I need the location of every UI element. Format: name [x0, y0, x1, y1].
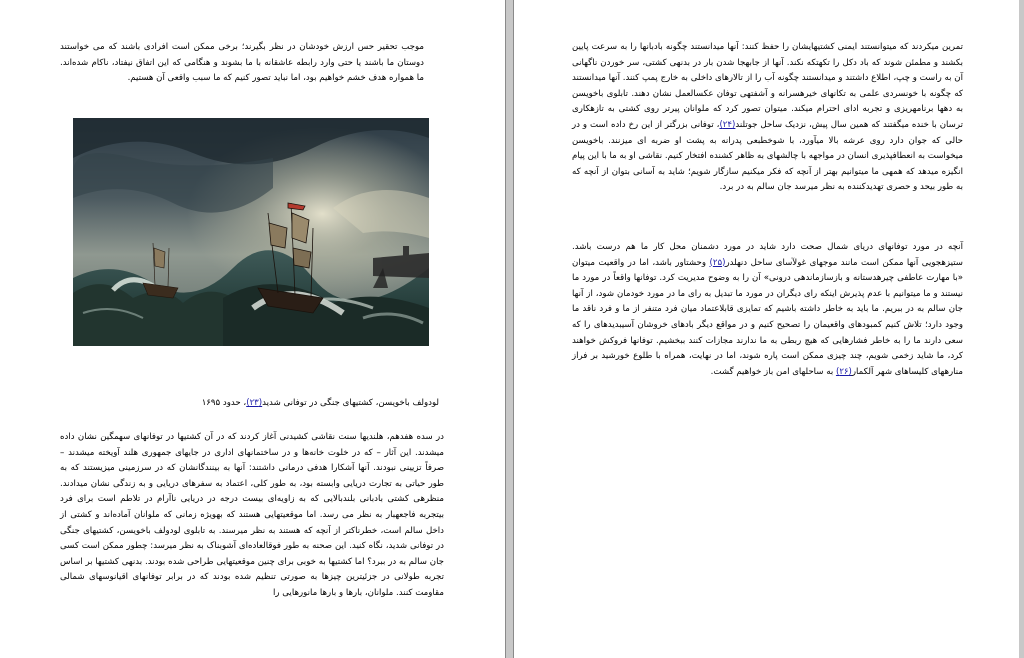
right-page [513, 0, 1019, 658]
right-paragraph-2-text-c: به ساحلهای امن باز خواهیم گشت. [710, 366, 836, 377]
right-paragraph-2 [572, 240, 963, 380]
footnote-ref-24[interactable]: (۲۴) [719, 119, 736, 130]
footnote-ref-26[interactable]: (۲۶) [835, 366, 852, 377]
left-page [0, 0, 506, 658]
left-top-paragraph: موجب تحقیر حس ارزش خودشان در نظر بگیرند؛ برخی ممکن است افرادی باشند که می خواستند دوستان ما باشند یا حتی وارد رابطه عاشقانه با ما بشوند و هنگامی که این اتفاق نیفتاد، ناکام شده‌اند. ما همواره هدف خشم خواهیم بود، اما نباید تصور کنیم که ما سبب واقعی آن هستیم. [60, 42, 424, 84]
right-paragraph-2-text-b: وحشتاور باشد، اما در واقعیت میتوان «با مهارت عاطفی چیرهدستانه و بازسازماندهی درونی» آن را به وضوح مدیریت کرد. توفانها واقعاً در مورد ما نیستند و ما میتوانیم با عدم پذیرش اینکه رای دیگران در مورد ما تبدیل به رای ما در مورد خودمان شود، از آنها جان سالم به در ببریم. ما باید به خاطر داشته باشیم که تمایزی قابلاعتماد میان فرد متنفر از ما و فرد ناقد ما وجود دارد؛ تلاش کنیم کمبودهای واقعیمان را تصحیح کنیم و در مواقع دیگر بادهای خروشان آسیبدیدهای را که سعی دارند ما را به خاطر فشارهایی که هیچ ربطی به ما ندارند مجازات کنند ببخشیم. توفانها فروکش خواهند کرد، ما شاید زخمی شویم، چند چیزی ممکن است پاره شوند، اما در نهایت، همراه با طلوع خورشید بر فراز منارههای کلیساهای شهر آلکمار [572, 257, 963, 377]
footnote-ref-25[interactable]: (۲۵) [709, 257, 726, 268]
left-body-paragraph: در سده هفدهم، هلندیها سنت نقاشی کشیدنی آغاز کردند که در آن کشتیها در توفانهای سهمگین نشان داده میشدند. این آثار – که در خلوت خانه‌ها و در ساختمانهای اداری در جایهای جمهوری هلند آویخته میشدند – صرفاً تزیینی نبودند. آنها آشکارا هدفی درمانی داشتند: آنها به بینندگانشان که در سرزمینی میزیستند که به طور حیاتی به تجارت دریایی وابسته بود، به طور کلی، اعتماد به سفرهای دریایی و به زندگی نشان میدادند. منظرهی کشتی بادبانی بلندبالایی که به زاویه‌ای بیست درجه در دریایی ناآرام در تلاطم است برای فرد بیتجربه فاجعهبار به نظر می رسد. اما موقعیتهایی هستند که بهویژه زمانی که ملوانان آماده‌اند و کشتی از داخل سالم است، خطرناکتر از آنچه که هستند به نظر میرسند. به تابلوی لودولف باخویسن، کشتیهای جنگی در توفانی شدید، نگاه کنید. این صحنه به طور فوقالعاده‌ای آشوبناک به نظر میرسد: چطور ممکن است کسی جان سالم به در ببرد؟ اما کشتیها به خوبی برای چنین موقعیتهایی طراحی شده بودند. بدنهی کشتیها بر اساس تجربه طولانی در جزئیترین چیزها به صورتی تنظیم شده بودند که در برابر توفانهای اقیانوسهای شمالی مقاومت کنند. ملوانان، بارها و بارها مانورهایی را [60, 432, 444, 598]
right-paragraph-1-text-a: تمرین میکردند که میتوانستند ایمنی کشتیهایشان را حفظ کنند: آنها میدانستند چگونه بادبانها را به سرعت پایین بکشند و مطمئن شوند که باد دکل را تکهتکه نکند. آنها از جابهجا شدن بار در بدنهی کشتی، سر خوردن ناگهانی آن به راست و چپ، اطلاع داشتند و میدانستند چگونه آب را از تالارهای داخلی به خارج پمپ کنند. آنها میدانستند که چگونه با خونسردی علمی به تکانهای خیرهسرانه و آشفتهی توفان عکسالعمل نشان دهند. تابلوی باخویسن به دهها برنامهریزی و تجربه ادای احترام میکند. میتوان تصور کرد که ملوانان پیرتر روی کشتی به تازهکاری ترسان با خنده میگفتند که همین سال پیش، نزدیک ساحل جوتلند [572, 42, 963, 130]
right-paragraph-1-text-b: ، توفانی بزرگتر از این رخ داده است و در حالی که جوان دارد روی عرشه بالا میآورد، با شوخطبعی پدرانه به پشت او ضربه ای میزنند. باخویسن میخواست به انعطافپذیری انسان در مواجهه با چالشهای به ظاهر کشنده افتخار کنیم. نقاشی او به ما با این پیام انگیزه میدهد که همهی ما میتوانیم بهتر از آنچه که فکر میکنیم سازگار شویم؛ شاید به آسانی بتوان از آنچه که به طور بیحد و حصری تهدیدکننده به نظر میرسد جان سالم به در برد. [572, 119, 963, 193]
caption-text: لودولف باخویسن، کشتیهای جنگی در توفانی شدید [262, 398, 439, 408]
caption-date: ، حدود ۱۶۹۵ [201, 398, 247, 408]
footnote-ref-23[interactable]: (۲۳) [246, 398, 263, 408]
right-paragraph-2-text-a: آنچه در مورد توفانهای دریای شمال صحت دارد شاید در مورد دشمنان محل کار ما هم درست باشد. ستیزهجویی آنها ممکن است مانند موجهای غولآسای ساحل دنهلدر [572, 242, 963, 268]
right-paragraph-1 [572, 40, 963, 196]
painting-warships-in-storm [73, 118, 429, 346]
painting-caption [202, 398, 439, 408]
